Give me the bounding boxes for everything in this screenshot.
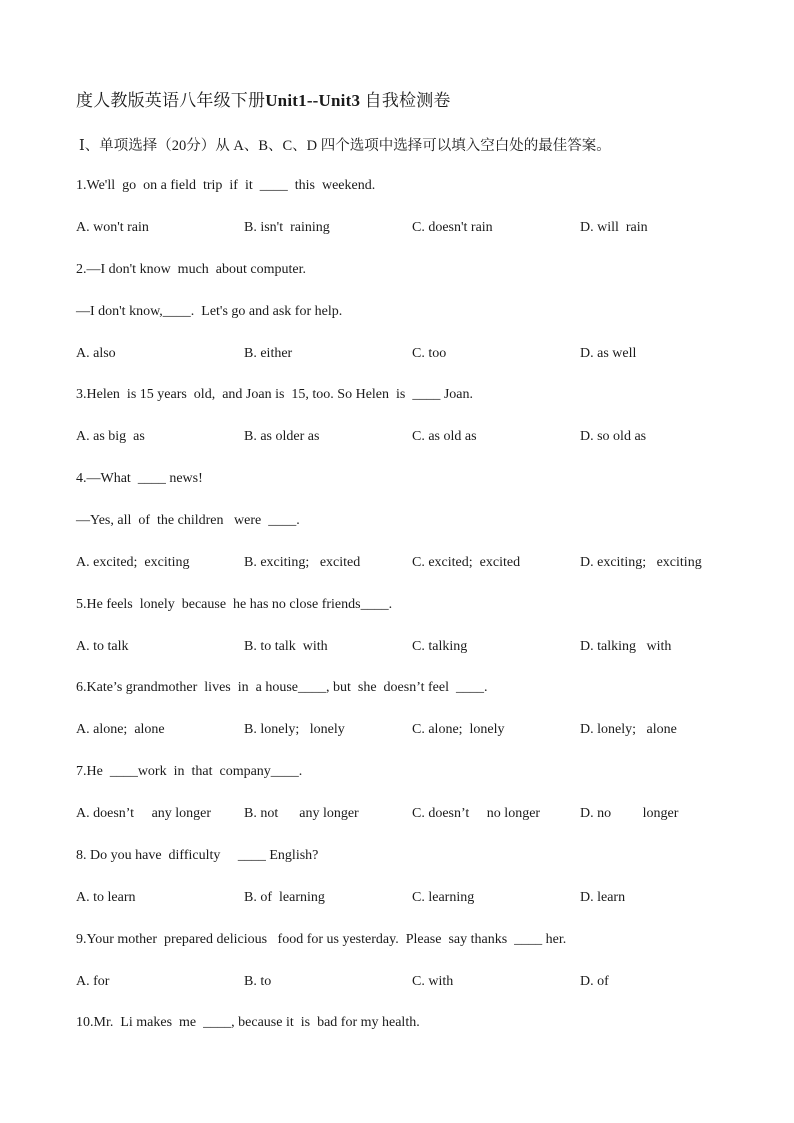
title-prefix: 度人教版英语八年级下册 [76,91,266,110]
option-c: C. as old as [412,429,477,444]
question-8-options [76,889,776,907]
question-2-options [76,345,776,363]
option-b: B. not any longer [244,806,359,821]
option-c: C. learning [412,890,475,905]
question-1-stem: 1.We'll go on a field trip if it ____ this weekend. [76,178,376,193]
option-a: A. also [76,346,116,361]
page-title [76,86,451,111]
option-a: A. excited; exciting [76,555,190,570]
question-6-options [76,721,776,739]
option-d: D. lonely; alone [580,722,677,737]
option-a: A. to talk [76,639,129,654]
option-c: C. talking [412,639,468,654]
option-a: A. alone; alone [76,722,165,737]
question-10-stem: 10.Mr. Li makes me ____, because it is bad for my health. [76,1015,420,1030]
question-4-stem-reply: —Yes, all of the children were ____. [76,513,300,528]
option-d: D. as well [580,346,637,361]
question-2-stem-reply: —I don't know,____. Let's go and ask for help. [76,304,343,319]
option-a: A. doesn’t any longer [76,806,212,821]
option-c: C. doesn’t no longer [412,806,541,821]
question-9-options [76,973,776,991]
section-heading: Ⅰ、单项选择（20分）从 A、B、C、D 四个选项中选择可以填入空白处的最佳答案。 [79,138,611,154]
option-b: B. as older as [244,429,320,444]
option-a: A. to learn [76,890,136,905]
question-5-stem: 5.He feels lonely because he has no close friends____. [76,597,393,612]
option-c: C. with [412,974,454,989]
question-4-stem: 4.—What ____ news! [76,471,203,486]
option-d: D. no longer [580,806,679,821]
question-9-stem: 9.Your mother prepared delicious food for us yesterday. Please say thanks ____ her. [76,932,567,947]
question-3-stem: 3.Helen is 15 years old, and Joan is 15, too. So Helen is ____ Joan. [76,387,474,402]
option-b: B. lonely; lonely [244,722,345,737]
option-d: D. exciting; exciting [580,555,702,570]
option-b: B. exciting; excited [244,555,361,570]
option-b: B. to talk with [244,639,328,654]
option-c: C. excited; excited [412,555,521,570]
option-c: C. alone; lonely [412,722,505,737]
title-suffix: 自我检测卷 [360,91,451,110]
question-8-stem: 8. Do you have difficulty ____ English? [76,848,319,863]
option-a: A. for [76,974,110,989]
option-c: C. too [412,346,447,361]
option-d: D. will rain [580,220,648,235]
option-d: D. talking with [580,639,672,654]
question-7-stem: 7.He ____work in that company____. [76,764,303,779]
option-a: A. as big as [76,429,145,444]
option-d: D. learn [580,890,626,905]
question-7-options [76,805,776,823]
option-b: B. isn't raining [244,220,330,235]
option-b: B. either [244,346,293,361]
question-1-options [76,219,776,237]
title-units: Unit1--Unit3 [265,91,361,110]
option-a: A. won't rain [76,220,149,235]
option-b: B. of learning [244,890,325,905]
option-c: C. doesn't rain [412,220,493,235]
question-6-stem: 6.Kate’s grandmother lives in a house____, but she doesn’t feel ____. [76,680,488,695]
option-b: B. to [244,974,272,989]
option-d: D. of [580,974,609,989]
question-3-options [76,428,776,446]
question-5-options [76,638,776,656]
question-4-options [76,554,776,572]
option-d: D. so old as [580,429,647,444]
question-2-stem: 2.—I don't know much about computer. [76,262,306,277]
